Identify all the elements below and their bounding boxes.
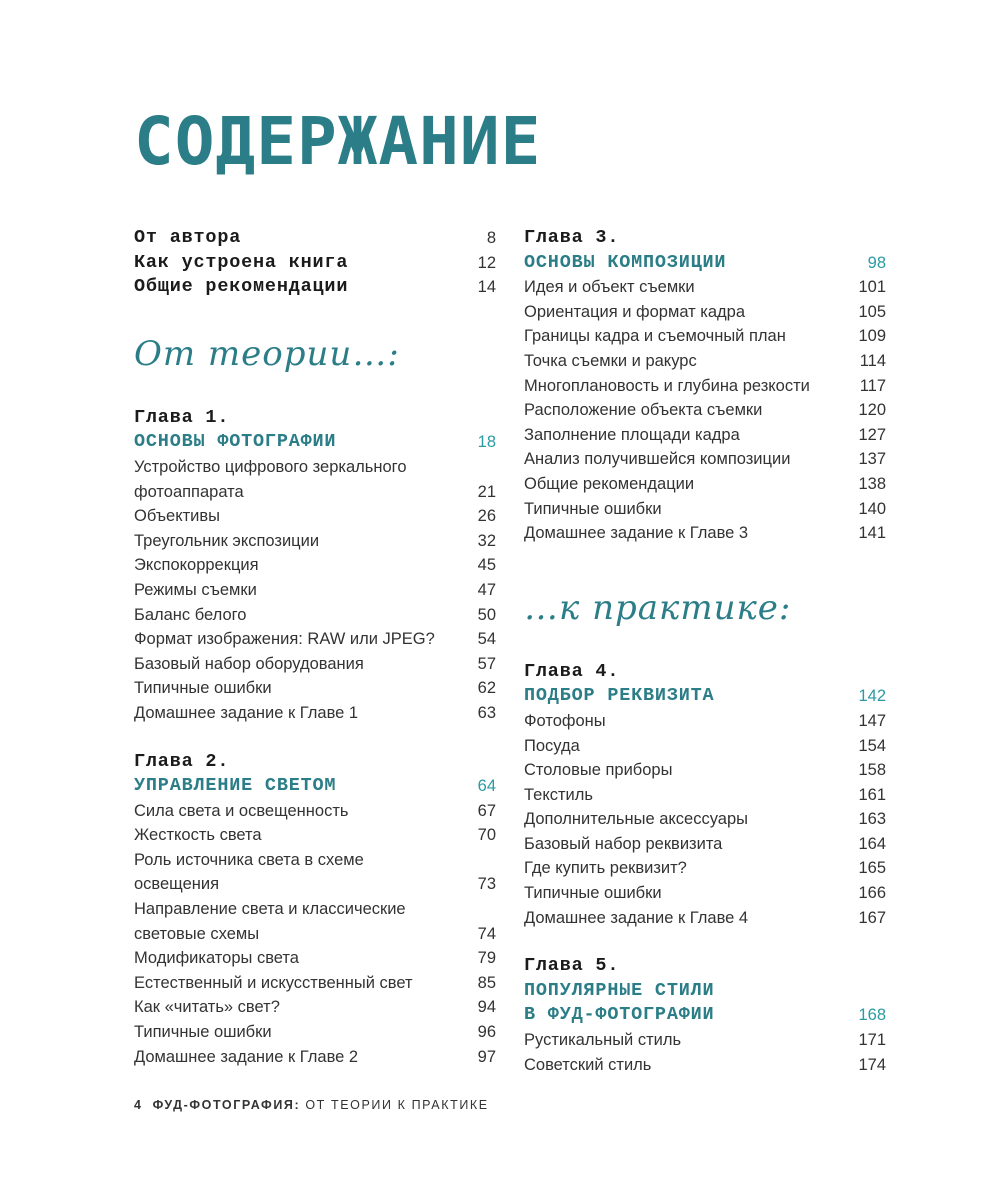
- toc-entry: [134, 1045, 496, 1070]
- toc-entry: [134, 922, 496, 947]
- entry-page: 174: [858, 1055, 886, 1074]
- entry-page: 105: [858, 302, 886, 321]
- chapter-page: 18: [477, 433, 496, 452]
- entry-label: Экспокоррекция: [134, 556, 259, 575]
- toc-entry: [524, 783, 886, 808]
- chapter-title: УПРАВЛЕНИЕ СВЕТОМ: [134, 775, 337, 797]
- entry-page: 57: [477, 654, 496, 673]
- entry-page: 47: [477, 580, 496, 599]
- entry-page: 161: [858, 785, 886, 804]
- entry-page: 32: [477, 531, 496, 550]
- entry-page: 94: [477, 998, 496, 1017]
- entry-page: 96: [477, 1023, 496, 1042]
- chapter-label: Глава 2.: [134, 750, 230, 772]
- entry-page: 166: [858, 884, 886, 903]
- entry-label: От автора: [134, 227, 242, 248]
- chapter-label: Глава 1.: [134, 406, 230, 428]
- entry-page: 164: [858, 834, 886, 853]
- entry-label: Формат изображения: RAW или JPEG?: [134, 630, 435, 649]
- entry-label: Треугольник экспозиции: [134, 531, 320, 550]
- page-title: СОДЕРЖАНИЕ: [134, 103, 542, 180]
- toc-entry: [524, 374, 886, 399]
- chapter-label: Глава 4.: [524, 660, 620, 682]
- entry-page: 109: [858, 327, 886, 346]
- entry-page: 8: [486, 229, 496, 247]
- chapter-page: 64: [477, 777, 496, 796]
- entry-page: 101: [858, 278, 886, 297]
- chapter-title: ПОДБОР РЕКВИЗИТА: [524, 685, 715, 707]
- chapter-title-row: [524, 1003, 886, 1028]
- entry-label: Расположение объекта съемки: [524, 401, 763, 420]
- chapter-title-row: [134, 430, 496, 455]
- toc-left-column: [134, 226, 496, 1069]
- entry-label: Роль источника света в схеме: [134, 850, 364, 869]
- entry-page: 45: [477, 556, 496, 575]
- entry-label: Как «читать» свет?: [134, 998, 280, 1017]
- toc-entry: [524, 734, 886, 759]
- chapter-title-row: [524, 684, 886, 709]
- toc-entry: [524, 709, 886, 734]
- entry-page: 114: [859, 351, 886, 370]
- entry-page: 12: [477, 253, 496, 272]
- chapter-label: Глава 5.: [524, 955, 620, 977]
- entry-label: Дополнительные аксессуары: [524, 810, 748, 829]
- toc-entry: [134, 946, 496, 971]
- entry-label: Ориентация и формат кадра: [524, 302, 746, 321]
- toc-entry: [134, 676, 496, 701]
- toc-entry: [134, 627, 496, 652]
- entry-page: 117: [859, 376, 886, 395]
- section-heading-theory: От теории…:: [134, 333, 400, 374]
- entry-label: Общие рекомендации: [134, 276, 349, 298]
- toc-entry: [524, 324, 886, 349]
- entry-label: Типичные ошибки: [524, 499, 662, 518]
- toc-entry: [134, 1020, 496, 1045]
- toc-entry: [134, 529, 496, 554]
- toc-entry: [524, 423, 886, 448]
- entry-page: 120: [858, 401, 886, 420]
- chapter-label: Глава 3.: [524, 227, 620, 248]
- entry-label: Идея и объект съемки: [524, 278, 695, 297]
- entry-page: 85: [477, 973, 496, 992]
- entry-page: 63: [477, 703, 496, 722]
- entry-label: Модификаторы света: [134, 949, 299, 968]
- entry-label: фотоаппарата: [134, 482, 244, 501]
- entry-label: Направление света и классические: [134, 900, 406, 919]
- toc-entry: [524, 881, 886, 906]
- entry-label: Точка съемки и ракурс: [524, 351, 697, 370]
- entry-page: 14: [477, 278, 496, 297]
- entry-label: Посуда: [524, 736, 580, 755]
- entry-page: 140: [858, 499, 886, 518]
- section-heading-practice: …к практике:: [524, 587, 792, 628]
- entry-page: 79: [477, 949, 496, 968]
- toc-entry: [134, 848, 496, 873]
- toc-entry: [134, 872, 496, 897]
- entry-page: 141: [858, 524, 886, 543]
- toc-entry: [134, 603, 496, 628]
- entry-page: 97: [477, 1047, 496, 1066]
- entry-page: 154: [858, 736, 886, 755]
- chapter-title: ПОПУЛЯРНЫЕ СТИЛИ: [524, 979, 715, 1001]
- toc-entry: [524, 906, 886, 931]
- entry-page: 54: [477, 630, 496, 649]
- entry-label: освещения: [134, 875, 220, 894]
- entry-page: 163: [858, 810, 886, 829]
- toc-entry: [134, 799, 496, 824]
- toc-entry: [134, 455, 496, 480]
- toc-entry: [134, 504, 496, 529]
- toc-entry: [134, 275, 496, 300]
- entry-label: Режимы съемки: [134, 580, 257, 599]
- toc-entry: [134, 701, 496, 726]
- toc-entry: [524, 1028, 886, 1053]
- toc-entry: [134, 652, 496, 677]
- toc-entry: [524, 832, 886, 857]
- entry-page: 171: [858, 1031, 886, 1050]
- entry-label: Рустикальный стиль: [524, 1031, 682, 1050]
- toc-entry: [524, 856, 886, 881]
- entry-label: Баланс белого: [134, 605, 247, 624]
- entry-label: Сила света и освещенность: [134, 801, 349, 820]
- toc-entry: [134, 251, 496, 276]
- entry-label: световые схемы: [134, 924, 260, 943]
- page-footer: [134, 1096, 489, 1114]
- entry-label: Домашнее задание к Главе 2: [134, 1047, 359, 1066]
- chapter-page: 142: [858, 687, 886, 706]
- toc-entry: [134, 578, 496, 603]
- entry-label: Фотофоны: [524, 711, 606, 730]
- toc-entry: [524, 447, 886, 472]
- entry-label: Как устроена книга: [134, 251, 349, 273]
- toc-entry: [134, 480, 496, 505]
- entry-page: 165: [858, 859, 886, 878]
- entry-page: 167: [858, 908, 886, 927]
- page-number: 4: [134, 1098, 143, 1112]
- book-subtitle: ОТ ТЕОРИИ К ПРАКТИКЕ: [305, 1098, 489, 1112]
- entry-page: 50: [477, 605, 496, 624]
- toc-entry: [134, 897, 496, 922]
- entry-label: Заполнение площади кадра: [524, 425, 740, 444]
- entry-page: 67: [477, 801, 496, 820]
- entry-page: 70: [477, 826, 496, 845]
- toc-entry: [134, 226, 496, 251]
- entry-label: Текстиль: [524, 785, 593, 804]
- toc-right-column: [524, 226, 886, 1077]
- entry-label: Домашнее задание к Главе 1: [134, 703, 359, 722]
- chapter-page: 98: [867, 253, 886, 272]
- toc-entry: [524, 1053, 886, 1078]
- entry-label: Общие рекомендации: [524, 474, 695, 493]
- entry-page: 62: [477, 679, 496, 698]
- toc-entry: [134, 971, 496, 996]
- entry-page: 147: [858, 711, 886, 730]
- chapter-title-row: [524, 251, 886, 276]
- entry-label: Естественный и искусственный свет: [134, 973, 413, 992]
- entry-label: Советский стиль: [524, 1055, 652, 1074]
- entry-page: 138: [858, 474, 886, 493]
- chapter-title: ОСНОВЫ КОМПОЗИЦИИ: [524, 251, 727, 273]
- toc-entry: [524, 758, 886, 783]
- entry-label: Многоплановость и глубина резкости: [524, 376, 810, 395]
- entry-label: Базовый набор реквизита: [524, 834, 723, 853]
- entry-page: 21: [477, 482, 496, 501]
- entry-label: Домашнее задание к Главе 3: [524, 524, 749, 543]
- entry-label: Объективы: [134, 507, 221, 526]
- toc-entry: [524, 300, 886, 325]
- entry-page: 73: [477, 875, 496, 894]
- entry-label: Где купить реквизит?: [524, 859, 687, 878]
- chapter-title: ОСНОВЫ ФОТОГРАФИИ: [134, 431, 337, 453]
- entry-label: Устройство цифрового зеркального: [134, 457, 407, 476]
- toc-entry: [524, 472, 886, 497]
- toc-entry: [524, 398, 886, 423]
- toc-entry: [524, 349, 886, 374]
- chapter-page: 168: [858, 1006, 886, 1025]
- toc-entry: [524, 275, 886, 300]
- toc-entry: [134, 823, 496, 848]
- entry-page: 74: [477, 924, 496, 943]
- entry-page: 158: [858, 761, 886, 780]
- toc-entry: [524, 521, 886, 546]
- entry-page: 127: [858, 425, 886, 444]
- entry-label: Базовый набор оборудования: [134, 654, 364, 673]
- entry-page: 26: [477, 507, 496, 526]
- toc-entry: [524, 807, 886, 832]
- book-title: ФУД-ФОТОГРАФИЯ:: [152, 1098, 301, 1112]
- toc-entry: [134, 553, 496, 578]
- entry-page: 137: [858, 450, 886, 469]
- entry-label: Анализ получившейся композиции: [524, 450, 791, 469]
- entry-label: Столовые приборы: [524, 761, 673, 780]
- entry-label: Жесткость света: [134, 826, 262, 845]
- chapter-title-row: [134, 774, 496, 799]
- chapter-title: В ФУД-ФОТОГРАФИИ: [524, 1004, 715, 1026]
- entry-label: Границы кадра и съемочный план: [524, 327, 786, 346]
- toc-entry: [134, 995, 496, 1020]
- entry-label: Типичные ошибки: [134, 679, 272, 698]
- toc-entry: [524, 497, 886, 522]
- entry-label: Домашнее задание к Главе 4: [524, 908, 749, 927]
- entry-label: Типичные ошибки: [524, 884, 662, 903]
- entry-label: Типичные ошибки: [134, 1023, 272, 1042]
